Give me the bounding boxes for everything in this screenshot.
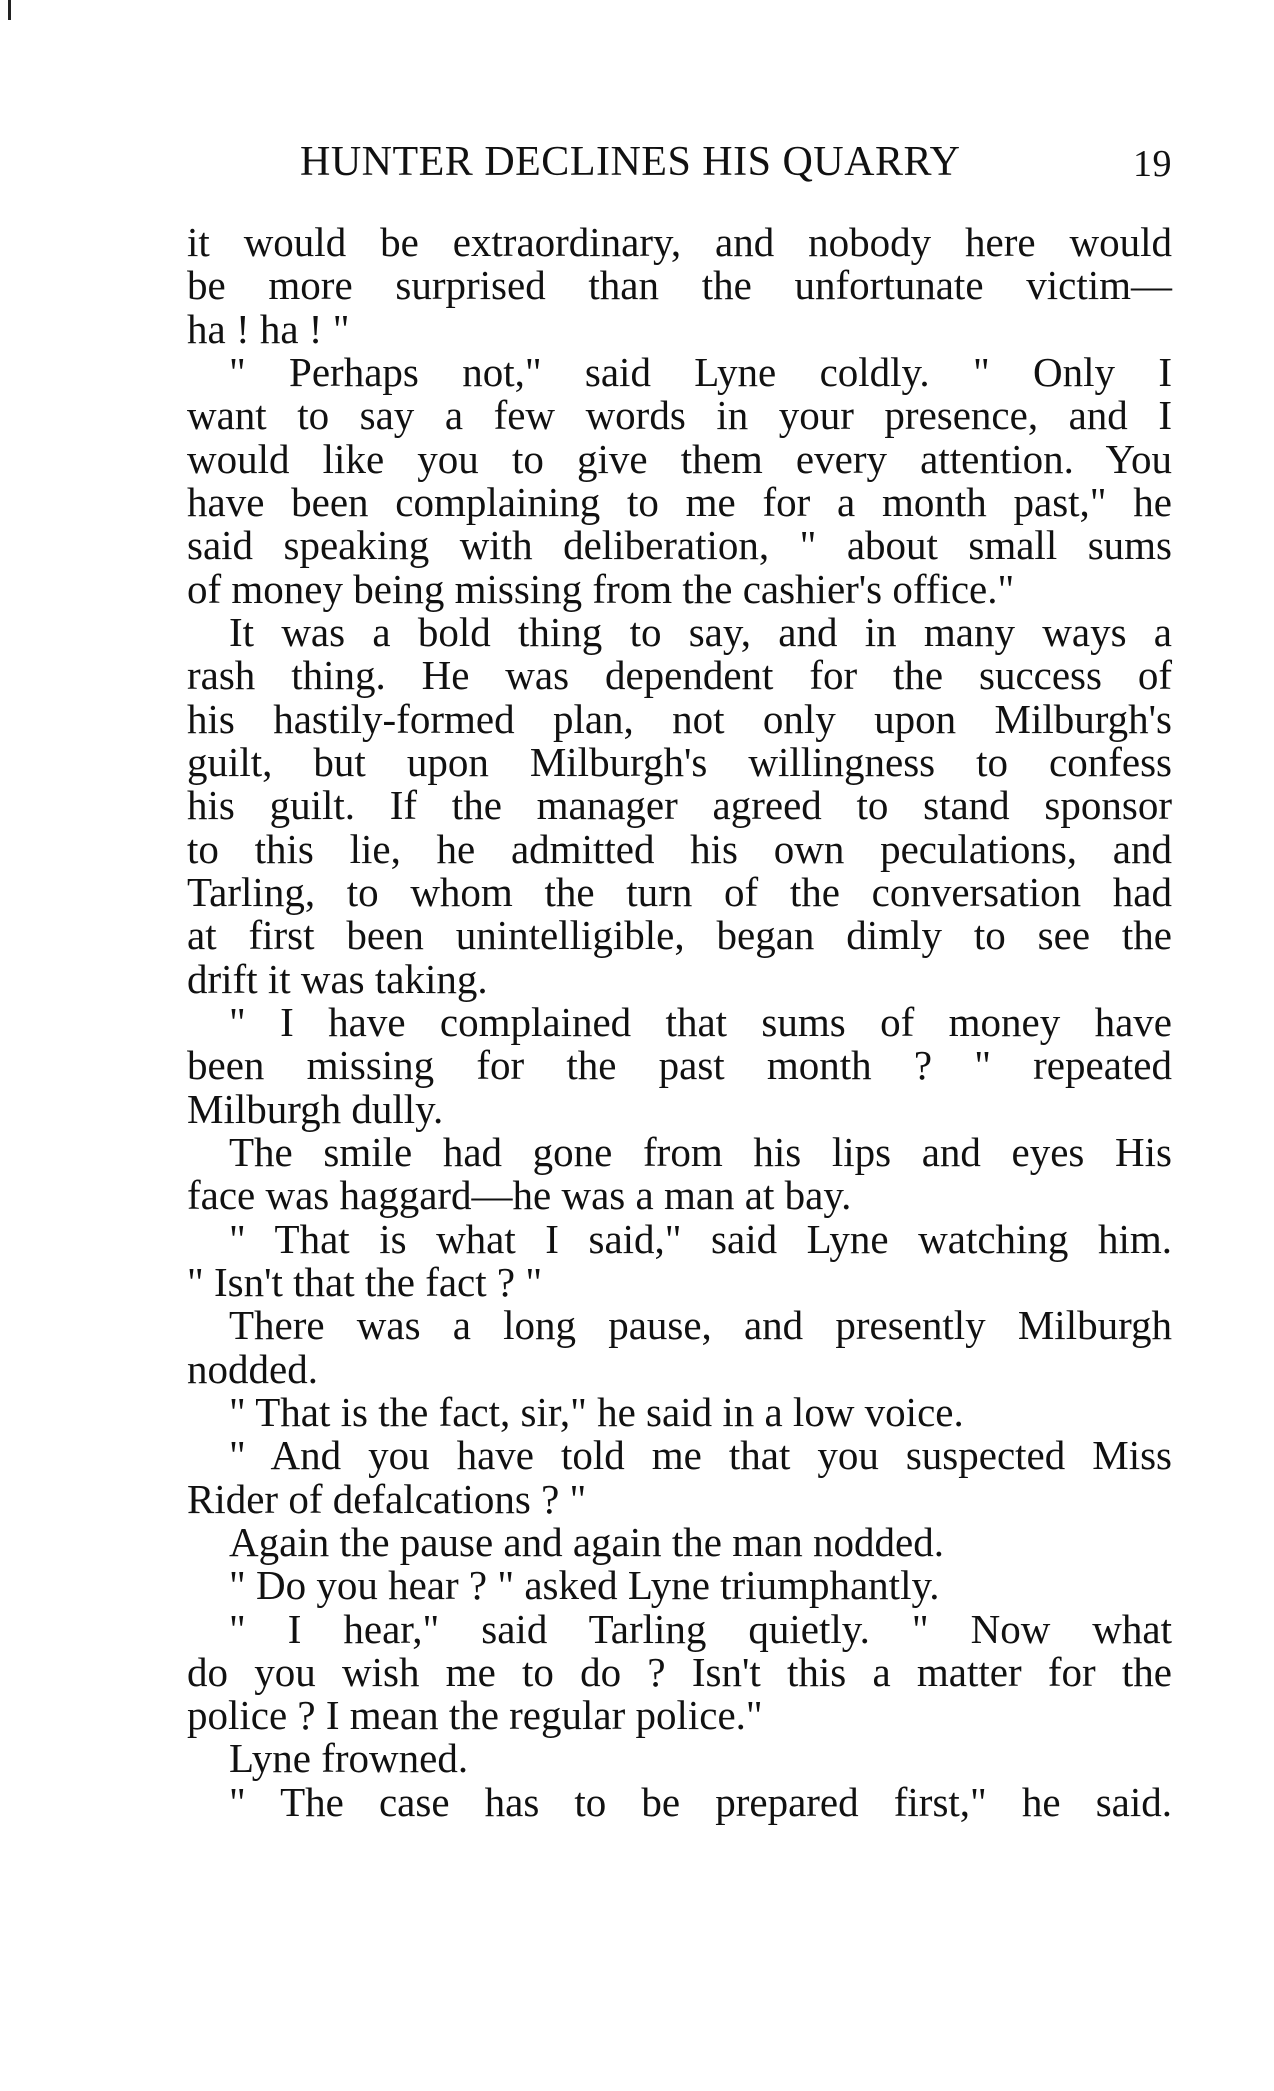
text-line: Again the pause and again the man nodded.: [229, 1518, 944, 1565]
text-line: " That is what I said," said Lyne watching him.: [229, 1215, 1172, 1262]
text-line: " Do you hear ? " asked Lyne triumphantly.: [229, 1562, 940, 1609]
text-line: " That is the fact, sir," he said in a low voice.: [229, 1388, 964, 1435]
text-line: rash thing. He was dependent for the success of: [187, 652, 1172, 699]
text-line: want to say a few words in your presence, and I: [187, 392, 1172, 439]
text-line: nodded.: [187, 1345, 318, 1392]
text-line: Rider of defalcations ? ": [187, 1475, 587, 1522]
text-line: " I have complained that sums of money have: [229, 998, 1172, 1045]
text-line: police ? I mean the regular police.": [187, 1692, 763, 1739]
text-line: at first been unintelligible, began dimly to see the: [187, 912, 1172, 959]
text-line: " Isn't that the fact ? ": [187, 1258, 543, 1305]
text-line: drift it was taking.: [187, 955, 488, 1002]
text-line: " The case has to be prepared first," he said.: [229, 1778, 1172, 1825]
text-line: Lyne frowned.: [229, 1735, 469, 1782]
running-header: [300, 138, 1172, 186]
text-line: " Perhaps not," said Lyne coldly. " Only I: [229, 348, 1172, 395]
text-line: his hastily-formed plan, not only upon Milburgh's: [187, 695, 1172, 742]
text-line: ha ! ha ! ": [187, 305, 350, 352]
text-line: guilt, but upon Milburgh's willingness to confess: [187, 738, 1172, 785]
text-line: It was a bold thing to say, and in many ways a: [229, 608, 1172, 655]
text-line: do you wish me to do ? Isn't this a matter for the: [187, 1648, 1172, 1695]
text-line: face was haggard—he was a man at bay.: [187, 1172, 852, 1219]
scan-edge-mark: [8, 0, 11, 20]
text-line: his guilt. If the manager agreed to stand sponsor: [187, 782, 1172, 829]
running-title: HUNTER DECLINES HIS QUARRY: [300, 139, 961, 185]
text-line: would like you to give them every attention. You: [187, 435, 1172, 482]
text-line: " I hear," said Tarling quietly. " Now what: [229, 1605, 1172, 1652]
text-line: Tarling, to whom the turn of the conversation had: [187, 868, 1172, 915]
text-line: it would be extraordinary, and nobody here would: [187, 219, 1172, 265]
text-line: There was a long pause, and presently Milburgh: [229, 1302, 1172, 1349]
text-line: " And you have told me that you suspected Miss: [229, 1432, 1172, 1479]
text-line: to this lie, he admitted his own peculations, and: [187, 825, 1172, 872]
text-line: The smile had gone from his lips and eyes His: [229, 1128, 1172, 1175]
text-line: Milburgh dully.: [187, 1085, 444, 1132]
body-text: [187, 221, 1172, 1824]
text-line: been missing for the past month ? " repeated: [187, 1042, 1172, 1089]
text-line: of money being missing from the cashier's office.": [187, 565, 1015, 612]
text-line: be more surprised than the unfortunate victim—: [187, 262, 1172, 309]
text-line: said speaking with deliberation, " about small sums: [187, 522, 1172, 569]
text-line: have been complaining to me for a month past," he: [187, 478, 1172, 525]
page-number: 19: [1133, 143, 1172, 185]
